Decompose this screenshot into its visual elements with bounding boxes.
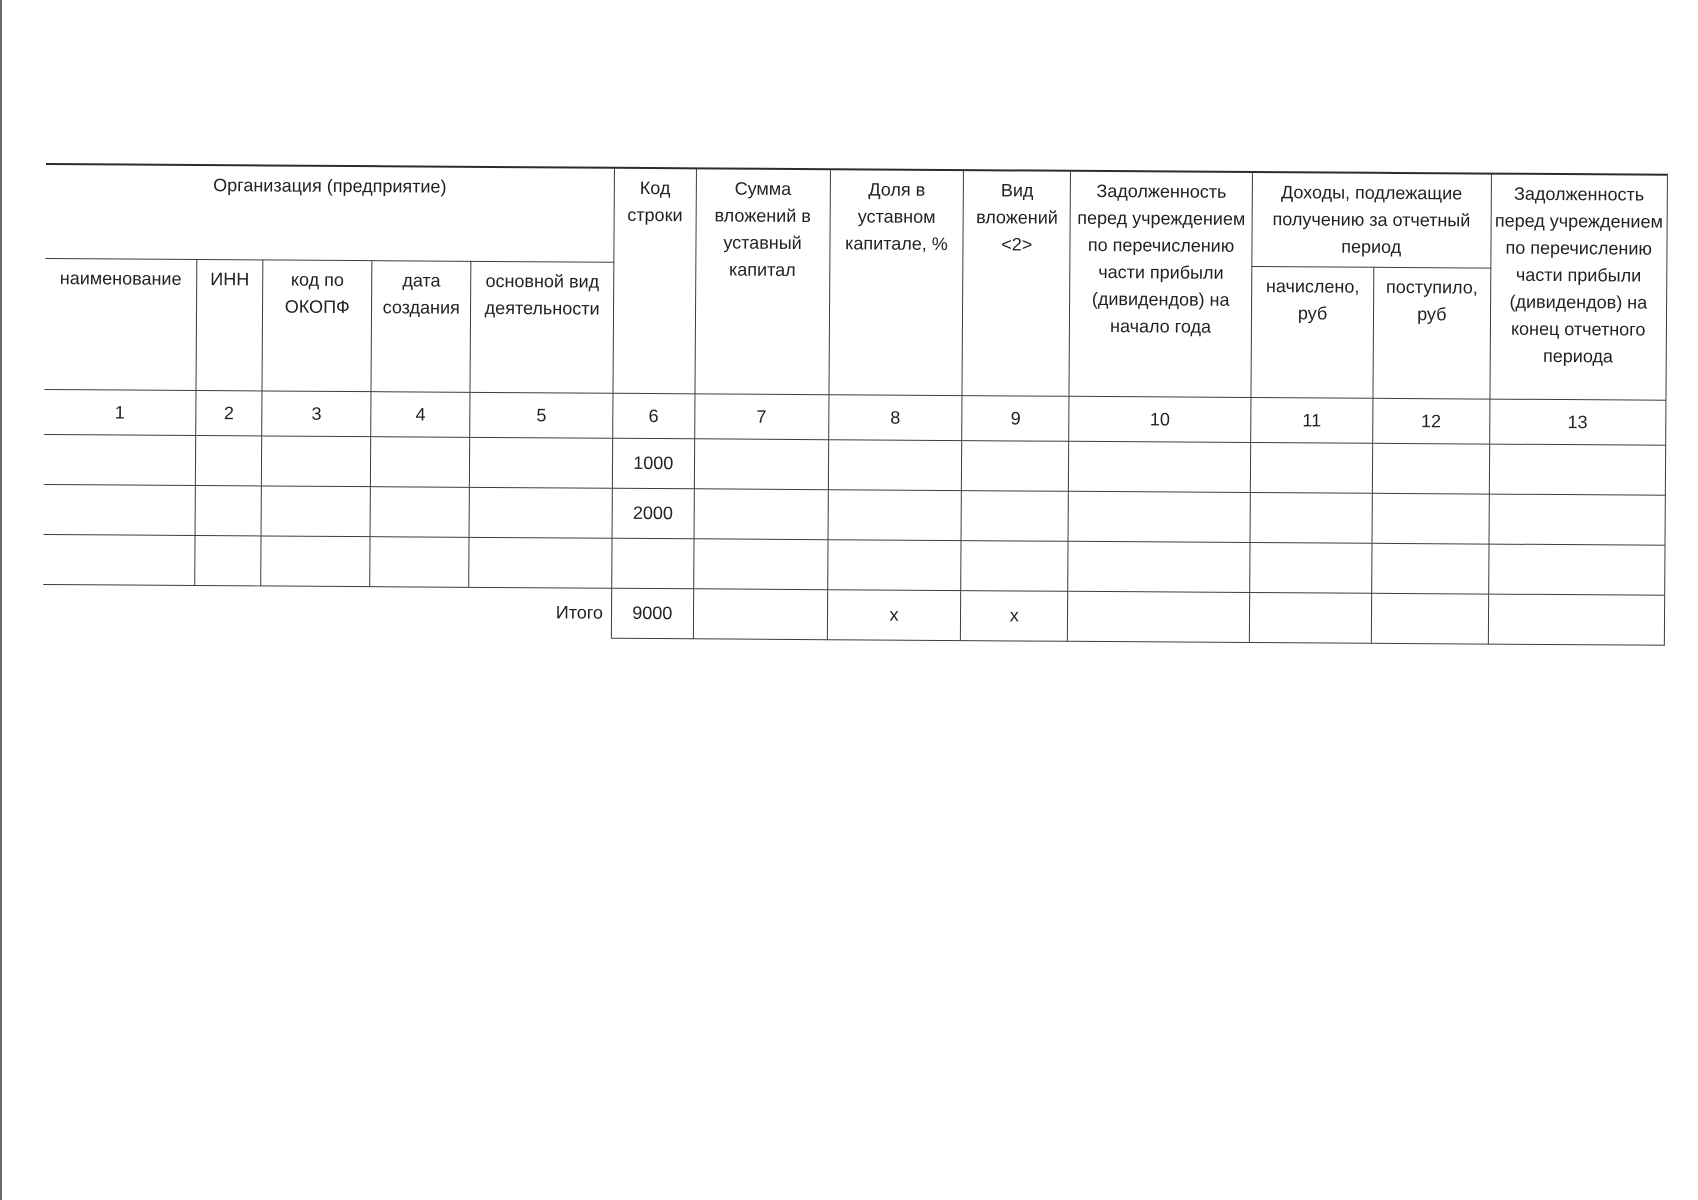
- cell-received[interactable]: [1372, 543, 1489, 594]
- cell-line-code: 1000: [612, 438, 694, 489]
- column-number: 13: [1489, 399, 1666, 445]
- cell-investment-sum[interactable]: [694, 489, 828, 540]
- total-investment-type: х: [961, 591, 1068, 642]
- cell-main-activity[interactable]: [469, 487, 612, 538]
- cell-line-code: [612, 538, 694, 589]
- header-investment-sum: Сумма вложений в уставный капитал: [695, 168, 830, 394]
- cell-name[interactable]: [44, 434, 196, 485]
- header-received: поступило, руб: [1373, 267, 1490, 399]
- header-capital-share: Доля в уставном капитале, %: [829, 169, 964, 395]
- cell-investment-type[interactable]: [962, 441, 1069, 492]
- cell-name[interactable]: [44, 484, 196, 535]
- cell-creation-date[interactable]: [370, 487, 469, 538]
- header-debt-end: Задолженность перед учреждением по перечислению части прибыли (дивидендов) на конец отчетного периода: [1489, 174, 1667, 401]
- cell-main-activity[interactable]: [470, 437, 613, 488]
- cell-line-code: 2000: [612, 488, 694, 539]
- total-investment-sum[interactable]: [693, 589, 827, 640]
- cell-investment-sum[interactable]: [694, 439, 828, 490]
- cell-debt-start[interactable]: [1069, 441, 1251, 492]
- cell-debt-end[interactable]: [1488, 544, 1665, 595]
- cell-investment-type[interactable]: [962, 491, 1069, 542]
- page-edge: [0, 0, 2, 1200]
- column-number: 8: [828, 395, 962, 441]
- column-number: 7: [694, 394, 828, 440]
- cell-name[interactable]: [43, 534, 195, 585]
- total-row: [43, 584, 1665, 645]
- cell-accrued[interactable]: [1250, 442, 1372, 493]
- cell-accrued[interactable]: [1250, 492, 1372, 543]
- cell-received[interactable]: [1372, 443, 1489, 494]
- cell-received[interactable]: [1372, 493, 1489, 544]
- cell-debt-start[interactable]: [1068, 541, 1250, 592]
- cell-capital-share[interactable]: [827, 540, 961, 591]
- column-number: 11: [1251, 397, 1373, 443]
- header-name: наименование: [44, 258, 196, 390]
- column-number: 4: [371, 392, 470, 438]
- header-inn: ИНН: [196, 260, 263, 391]
- header-line-code: Код строки: [613, 168, 696, 394]
- column-number: 5: [470, 392, 613, 438]
- total-label: Итого: [43, 584, 612, 638]
- cell-inn[interactable]: [195, 485, 262, 535]
- cell-okopf[interactable]: [261, 536, 370, 587]
- header-row-1: [45, 164, 1667, 269]
- cell-investment-sum[interactable]: [693, 539, 827, 590]
- header-okopf: код по ОКОПФ: [262, 260, 372, 392]
- column-number: 6: [613, 393, 695, 439]
- column-number: 12: [1373, 398, 1490, 444]
- header-debt-start: Задолженность перед учреждением по перечислению части прибыли (дивидендов) на начало года: [1069, 171, 1252, 398]
- investment-report-table: [43, 163, 1668, 646]
- total-debt-end[interactable]: [1488, 594, 1665, 645]
- header-accrued: начислено, руб: [1251, 266, 1374, 398]
- total-received[interactable]: [1371, 593, 1488, 644]
- cell-capital-share[interactable]: [828, 440, 962, 491]
- header-investment-type: Вид вложений <2>: [962, 170, 1070, 396]
- cell-inn[interactable]: [195, 535, 262, 585]
- cell-inn[interactable]: [195, 435, 262, 485]
- header-main-activity: основной вид деятельности: [470, 261, 614, 393]
- header-organization: Организация (предприятие): [45, 164, 614, 262]
- cell-accrued[interactable]: [1250, 542, 1372, 593]
- cell-debt-end[interactable]: [1489, 494, 1666, 545]
- header-creation-date: дата создания: [371, 261, 471, 393]
- total-debt-start[interactable]: [1068, 591, 1250, 642]
- total-capital-share: х: [827, 590, 961, 641]
- column-number: 1: [44, 389, 196, 435]
- column-number: 3: [262, 391, 371, 437]
- cell-debt-end[interactable]: [1489, 444, 1666, 495]
- cell-okopf[interactable]: [262, 436, 371, 487]
- header-income: Доходы, подлежащие получению за отчетный период: [1252, 172, 1491, 268]
- investment-report-form: [43, 163, 1668, 646]
- cell-debt-start[interactable]: [1068, 491, 1250, 542]
- total-accrued[interactable]: [1249, 592, 1371, 643]
- cell-okopf[interactable]: [261, 486, 370, 537]
- column-number: 10: [1069, 396, 1251, 442]
- cell-capital-share[interactable]: [828, 490, 962, 541]
- cell-investment-type[interactable]: [961, 541, 1068, 592]
- cell-main-activity[interactable]: [469, 537, 612, 588]
- total-line-code: 9000: [611, 588, 693, 639]
- cell-creation-date[interactable]: [371, 437, 470, 488]
- column-number: 9: [962, 396, 1069, 442]
- column-number: 2: [196, 390, 263, 435]
- cell-creation-date[interactable]: [370, 537, 469, 588]
